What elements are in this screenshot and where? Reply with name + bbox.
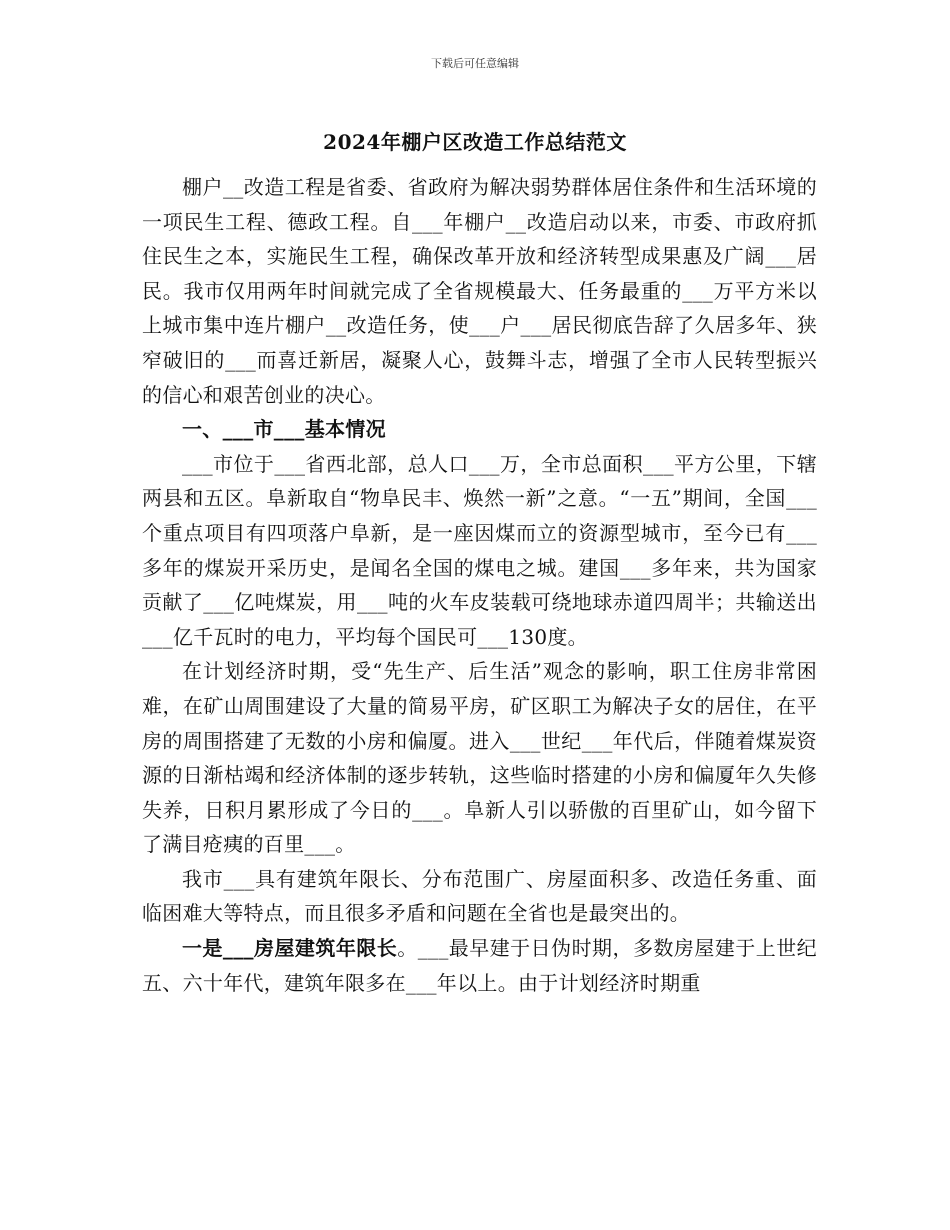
paragraph-history: 在计划经济时期，受“先生产、后生活”观念的影响，职工住房非常困难，在矿山周围建设了大量的简易平房，矿区职工为解决子女的居住，在平房的周围搭建了无数的小房和偏厦。进入___世纪___年代后，伴随着煤炭资源的日渐枯竭和经济体制的逐步转轨，这些临时搭建的小房和偏厦年久失修失养，日积月累形成了今日的___。阜新人引以骄傲的百里矿山，如今留下了满目疮痍的百里___。	[142, 659, 817, 857]
point-one-lead: 一是___房屋建筑年限长	[182, 936, 398, 961]
paragraph-city-overview: ___市位于___省西北部，总人口___万，全市总面积___平方公里，下辖两县和五区。阜新取自“物阜民丰、焕然一新”之意。“一五”期间，全国___个重点项目有四项落户阜新，是一座因煤而立的资源型城市，至今已有___多年的煤炭开采历史，是闻名全国的煤电之城。建国___多年来，共为国家贡献了___亿吨煤炭，用___吨的火车皮装载可绕地球赤道四周半；共输送出___亿千瓦时的电力，平均每个国民可___130度。	[142, 451, 817, 649]
paragraph-intro: 棚户__改造工程是省委、省政府为解决弱势群体居住条件和生活环境的一项民生工程、德政工程。自___年棚户__改造启动以来，市委、市政府抓住民生之本，实施民生工程，确保改革开放和经济转型成果惠及广阔___居民。我市仅用两年时间就完成了全省规模最大、任务最重的___万平方米以上城市集中连片棚户__改造任务，使___户___居民彻底告辞了久居多年、狭窄破旧的___而喜迁新居，凝聚人心，鼓舞斗志，增强了全市人民转型振兴的信心和艰苦创业的决心。	[142, 175, 817, 407]
header-note: 下载后可任意编辑	[431, 57, 519, 70]
point-one-text: 。___最早建于日伪时期，多数房屋建于上世纪五、六十年代，建筑年限多在___年以上。由于计划经济时期重	[142, 936, 817, 995]
document-title: 2024年棚户区改造工作总结范文	[323, 130, 627, 154]
document-body	[142, 170, 817, 1000]
section-heading-1: 一、___市___基本情况	[182, 417, 386, 442]
paragraph-point-one	[142, 931, 817, 1000]
paragraph-characteristics: 我市___具有建筑年限长、分布范围广、房屋面积多、改造任务重、面临困难大等特点，而且很多矛盾和问题在全省也是最突出的。	[142, 866, 817, 926]
